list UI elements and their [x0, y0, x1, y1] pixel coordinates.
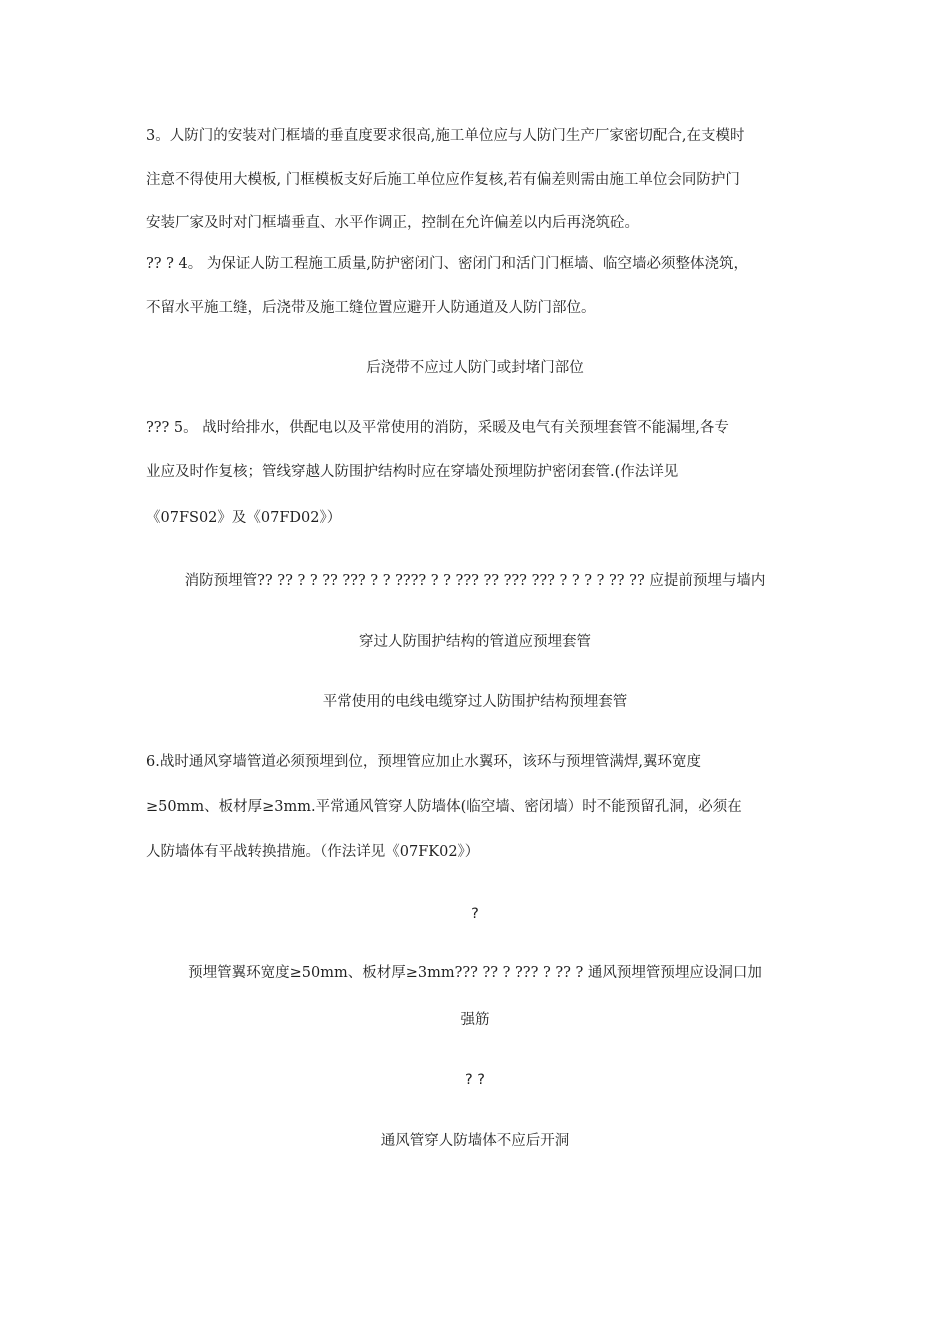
item5-line3: 《07FS02》及《07FD02》）: [146, 510, 342, 526]
caption-post-pour: 后浇带不应过人防门或封堵门部位: [366, 360, 584, 376]
caption-pipe-sleeve: 穿过人防围护结构的管道应预埋套管: [359, 634, 591, 650]
caption-cable-sleeve: 平常使用的电线电缆穿过人防围护结构预埋套管: [322, 694, 628, 710]
placeholder-mark-2: ? ?: [464, 1072, 485, 1088]
placeholder-mark-1: ?: [471, 906, 479, 922]
caption-fire-pipe: 消防预埋管?? ?? ? ? ?? ??? ? ? ???? ? ? ??? ?? ??? ??? ? ? ? ? ?? ?? 应提前预埋与墙内: [184, 573, 766, 589]
caption-wing-ring-line2: 强筋: [460, 1012, 490, 1028]
caption-wing-ring-line1: 预埋管翼环宽度≥50mm、板材厚≥3mm??? ?? ? ??? ? ?? ? 通风预埋管预埋应设洞口加: [188, 965, 762, 981]
item3-line2: 注意不得使用大模板, 门框模板支好后施工单位应作复核,若有偏差则需由施工单位会同防护门: [146, 172, 740, 188]
item6-line3: 人防墙体有平战转换措施。（作法详见《07FK02》）: [146, 844, 480, 860]
caption-vent-pipe: 通风管穿人防墙体不应后开洞: [380, 1133, 570, 1149]
item4-line1: ?? ? 4。 为保证人防工程施工质量,防护密闭门、密闭门和活门门框墙、临空墙必须整体浇筑，: [146, 256, 748, 272]
item5-line1: ??? 5。 战时给排水，供配电以及平常使用的消防，采暖及电气有关预埋套管不能漏埋,各专: [146, 420, 729, 436]
item3-line1: 3。人防门的安装对门框墙的垂直度要求很高,施工单位应与人防门生产厂家密切配合,在支模时: [146, 128, 745, 144]
item5-line2: 业应及时作复核；管线穿越人防围护结构时应在穿墙处预埋防护密闭套管.(作法详见: [146, 464, 679, 480]
item3-line3: 安装厂家及时对门框墙垂直、水平作调正，控制在允许偏差以内后再浇筑砼。: [146, 215, 639, 231]
item6-line1: 6.战时通风穿墙管道必须预埋到位，预埋管应加止水翼环，该环与预埋管满焊,翼环宽度: [146, 754, 701, 770]
item6-line2: ≥50mm、板材厚≥3mm.平常通风管穿人防墙体(临空墙、密闭墙）时不能预留孔洞，必须在: [146, 799, 742, 815]
item4-line2: 不留水平施工缝，后浇带及施工缝位置应避开人防通道及人防门部位。: [146, 300, 596, 316]
